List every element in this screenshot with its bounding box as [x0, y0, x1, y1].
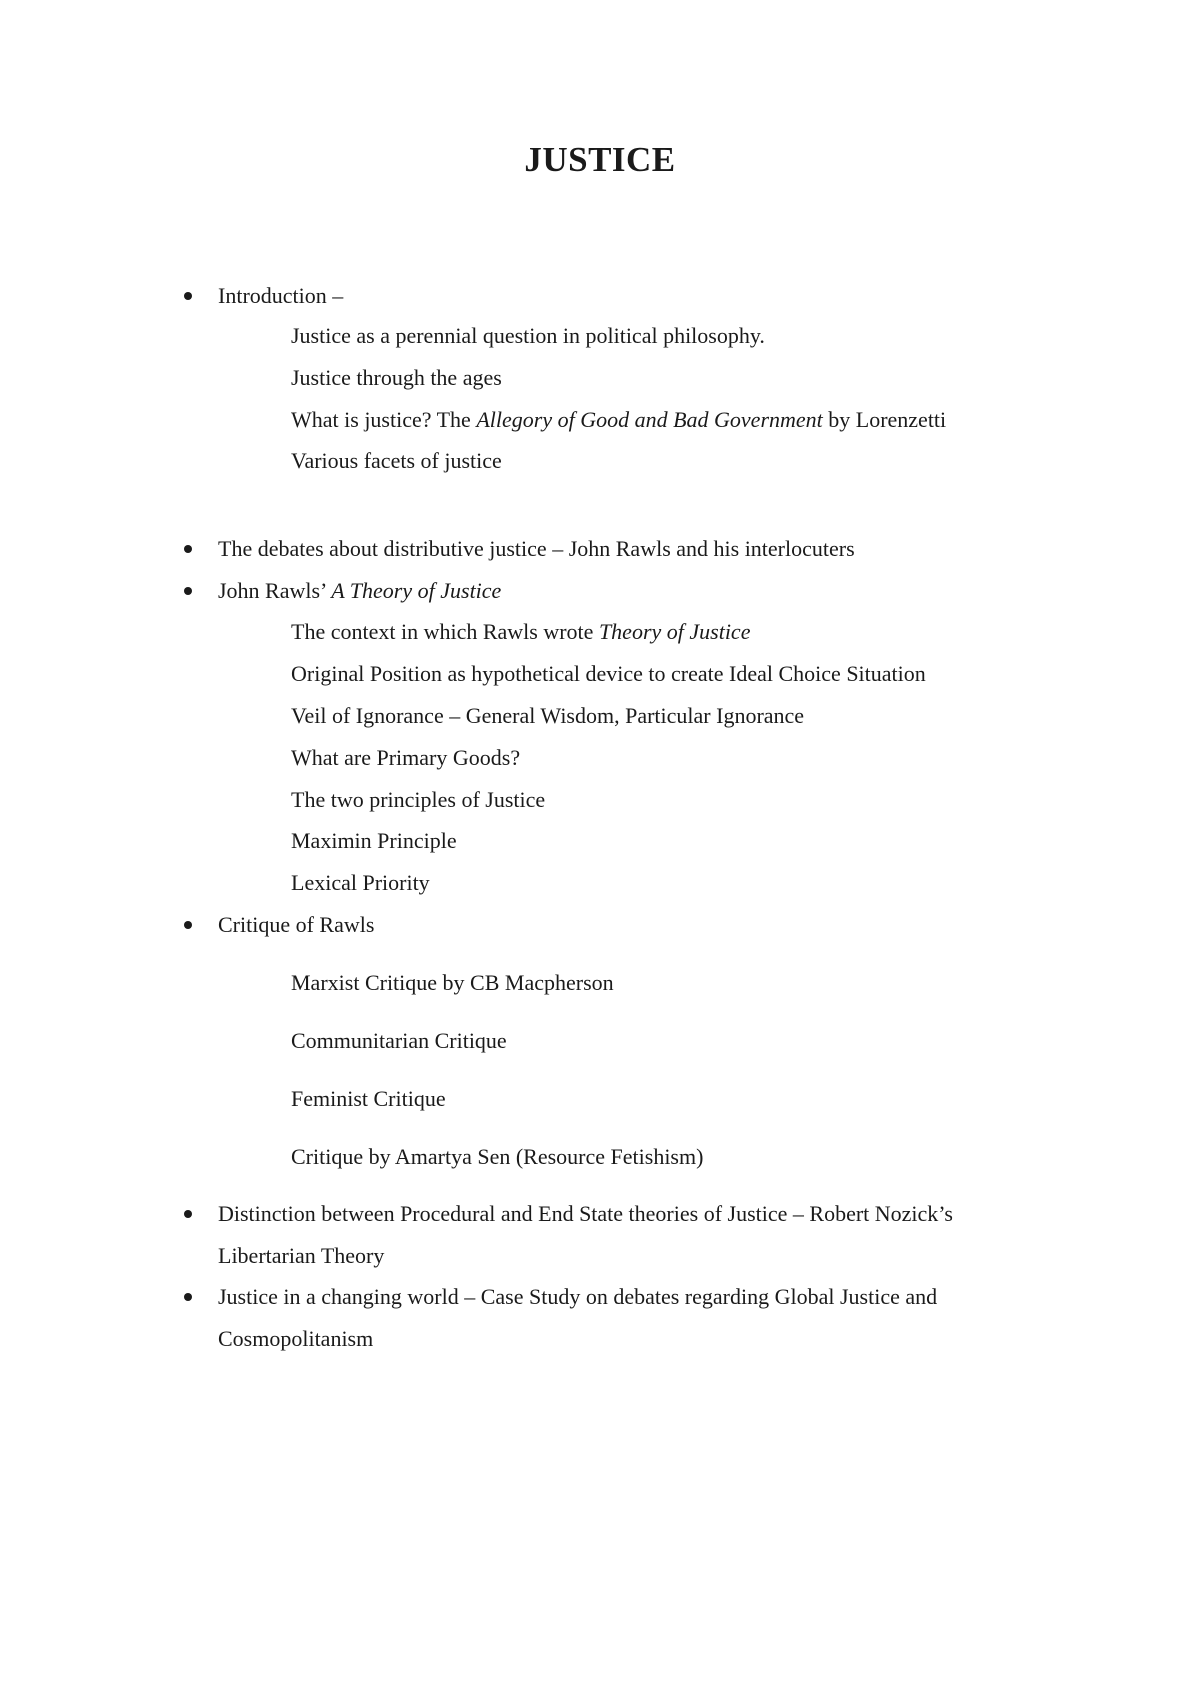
bullet-icon: [184, 545, 192, 553]
subitem-marxist-critique: Marxist Critique by CB Macpherson: [291, 970, 614, 995]
bullet-icon: [184, 1210, 192, 1218]
subitem-veil-of-ignorance: Veil of Ignorance – General Wisdom, Particular Ignorance: [291, 703, 805, 728]
bullet-icon: [184, 1293, 192, 1301]
subitem-perennial-question: Justice as a perennial question in political philosophy.: [291, 323, 765, 348]
subitem-text: The context in which Rawls wrote: [291, 619, 599, 644]
artwork-title: Allegory of Good and Bad Government: [476, 407, 823, 432]
subitem-text: What is justice? The: [291, 407, 477, 432]
subitem-lexical-priority: Lexical Priority: [291, 870, 430, 895]
book-title: A Theory of Justice: [331, 578, 502, 603]
subitem-communitarian-critique: Communitarian Critique: [291, 1028, 507, 1053]
subitem-original-position: Original Position as hypothetical device to create Ideal Choice Situation: [291, 661, 926, 686]
bullet-continuation: Libertarian Theory: [218, 1243, 385, 1268]
subitem-facets-of-justice: Various facets of justice: [291, 448, 502, 473]
subitem-rawls-context: [291, 617, 750, 647]
subitem-maximin: Maximin Principle: [291, 828, 457, 853]
bullet-icon: [184, 292, 192, 300]
bullet-theory-of-justice: [218, 576, 501, 606]
bullet-icon: [184, 921, 192, 929]
bullet-procedural-end-state: Distinction between Procedural and End State theories of Justice – Robert Nozick’s: [218, 1201, 953, 1226]
bullet-icon: [184, 587, 192, 595]
subitem-sen-critique: Critique by Amartya Sen (Resource Fetishism): [291, 1144, 704, 1169]
subitem-feminist-critique: Feminist Critique: [291, 1086, 446, 1111]
bullet-text: John Rawls’: [218, 578, 332, 603]
bullet-introduction: Introduction –: [218, 283, 344, 308]
subitem-what-is-justice: [291, 405, 946, 435]
bullet-changing-world: Justice in a changing world – Case Study on debates regarding Global Justice and: [218, 1284, 938, 1309]
subitem-text: by Lorenzetti: [822, 407, 947, 432]
bullet-critique-of-rawls: Critique of Rawls: [218, 912, 375, 937]
book-title: Theory of Justice: [598, 619, 751, 644]
subitem-justice-through-ages: Justice through the ages: [291, 365, 502, 390]
document-title: JUSTICE: [524, 140, 676, 179]
bullet-continuation: Cosmopolitanism: [218, 1326, 374, 1351]
subitem-primary-goods: What are Primary Goods?: [291, 745, 521, 770]
subitem-two-principles: The two principles of Justice: [291, 787, 546, 812]
bullet-distributive-justice: The debates about distributive justice – John Rawls and his interlocuters: [218, 536, 855, 561]
